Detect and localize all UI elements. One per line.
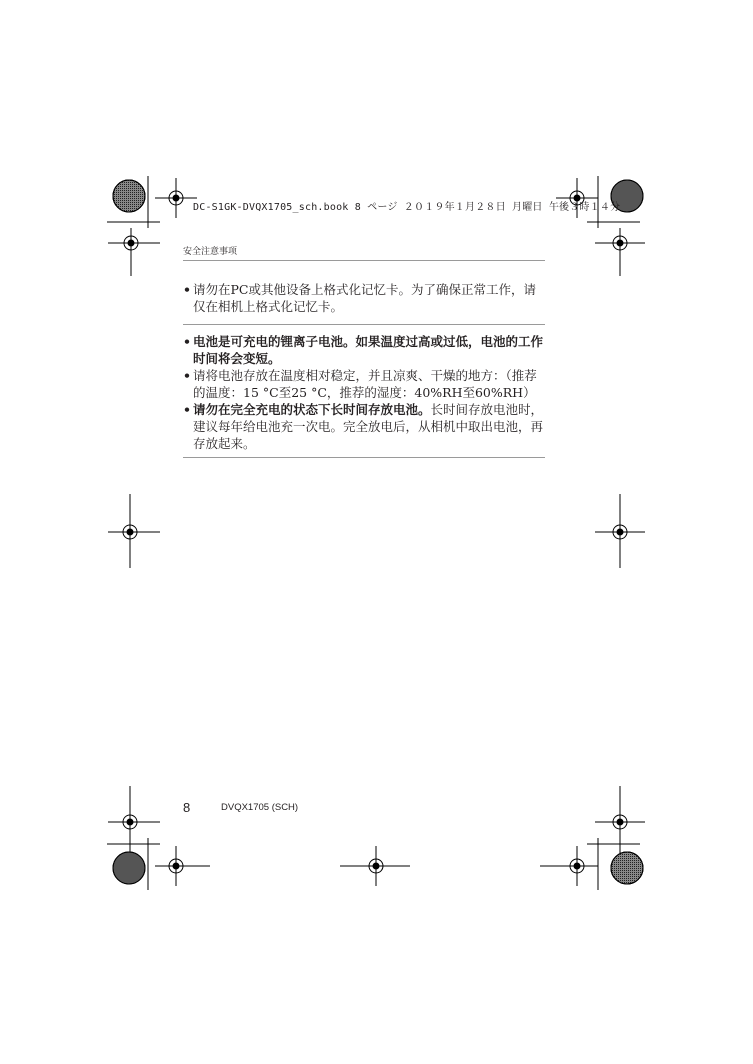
crosshair-icon <box>340 846 410 886</box>
divider <box>183 457 545 458</box>
bullet: • <box>183 368 191 383</box>
list-item <box>183 367 545 401</box>
bullet: • <box>183 334 191 349</box>
divider <box>183 324 545 325</box>
print-header: DC-S1GK-DVQX1705_sch.book 8 ページ ２０１９年１月２８日 月曜日 午後３時１４分 <box>193 202 621 213</box>
notice-block-battery <box>183 333 545 452</box>
crosshair-icon <box>108 228 160 276</box>
crosshair-icon <box>155 178 197 218</box>
crosshair-icon <box>595 494 645 568</box>
item-text: 请将电池存放在温度相对稳定，并且凉爽、干燥的地方：（推荐的温度：15 °C至25 °C，推荐的湿度：40%RH至60%RH） <box>193 368 537 400</box>
crosshair-icon <box>540 846 598 886</box>
crosshair-icon <box>108 494 160 568</box>
crosshair-icon <box>595 228 645 276</box>
model-code: DVQX1705 (SCH) <box>221 802 299 813</box>
color-target-icon <box>113 180 145 212</box>
page-number: 8 <box>183 800 191 815</box>
list-item <box>183 281 545 315</box>
crosshair-icon <box>108 786 160 858</box>
item-text: 长时间存放电池时，建议每年给电池充一次电。完全放电后，从相机中取出电池，再存放起来。 <box>193 402 544 451</box>
color-target-icon <box>611 852 643 884</box>
item-text-bold: 请勿在完全充电的状态下长时间存放电池。 <box>193 402 431 417</box>
divider <box>183 260 545 261</box>
item-text-bold: 电池是可充电的锂离子电池。如果温度过高或过低，电池的工作时间将会变短。 <box>193 334 544 366</box>
crosshair-icon <box>595 786 645 858</box>
list-item <box>183 401 545 452</box>
bullet: • <box>183 402 191 417</box>
bullet: • <box>183 282 191 297</box>
section-title: 安全注意事项 <box>183 247 238 257</box>
crosshair-icon <box>155 846 210 886</box>
item-text: 请勿在PC或其他设备上格式化记忆卡。为了确保正常工作，请仅在相机上格式化记忆卡。 <box>193 282 536 314</box>
color-target-icon <box>113 852 145 884</box>
list-item <box>183 333 545 367</box>
notice-block-memory-card <box>183 281 545 315</box>
